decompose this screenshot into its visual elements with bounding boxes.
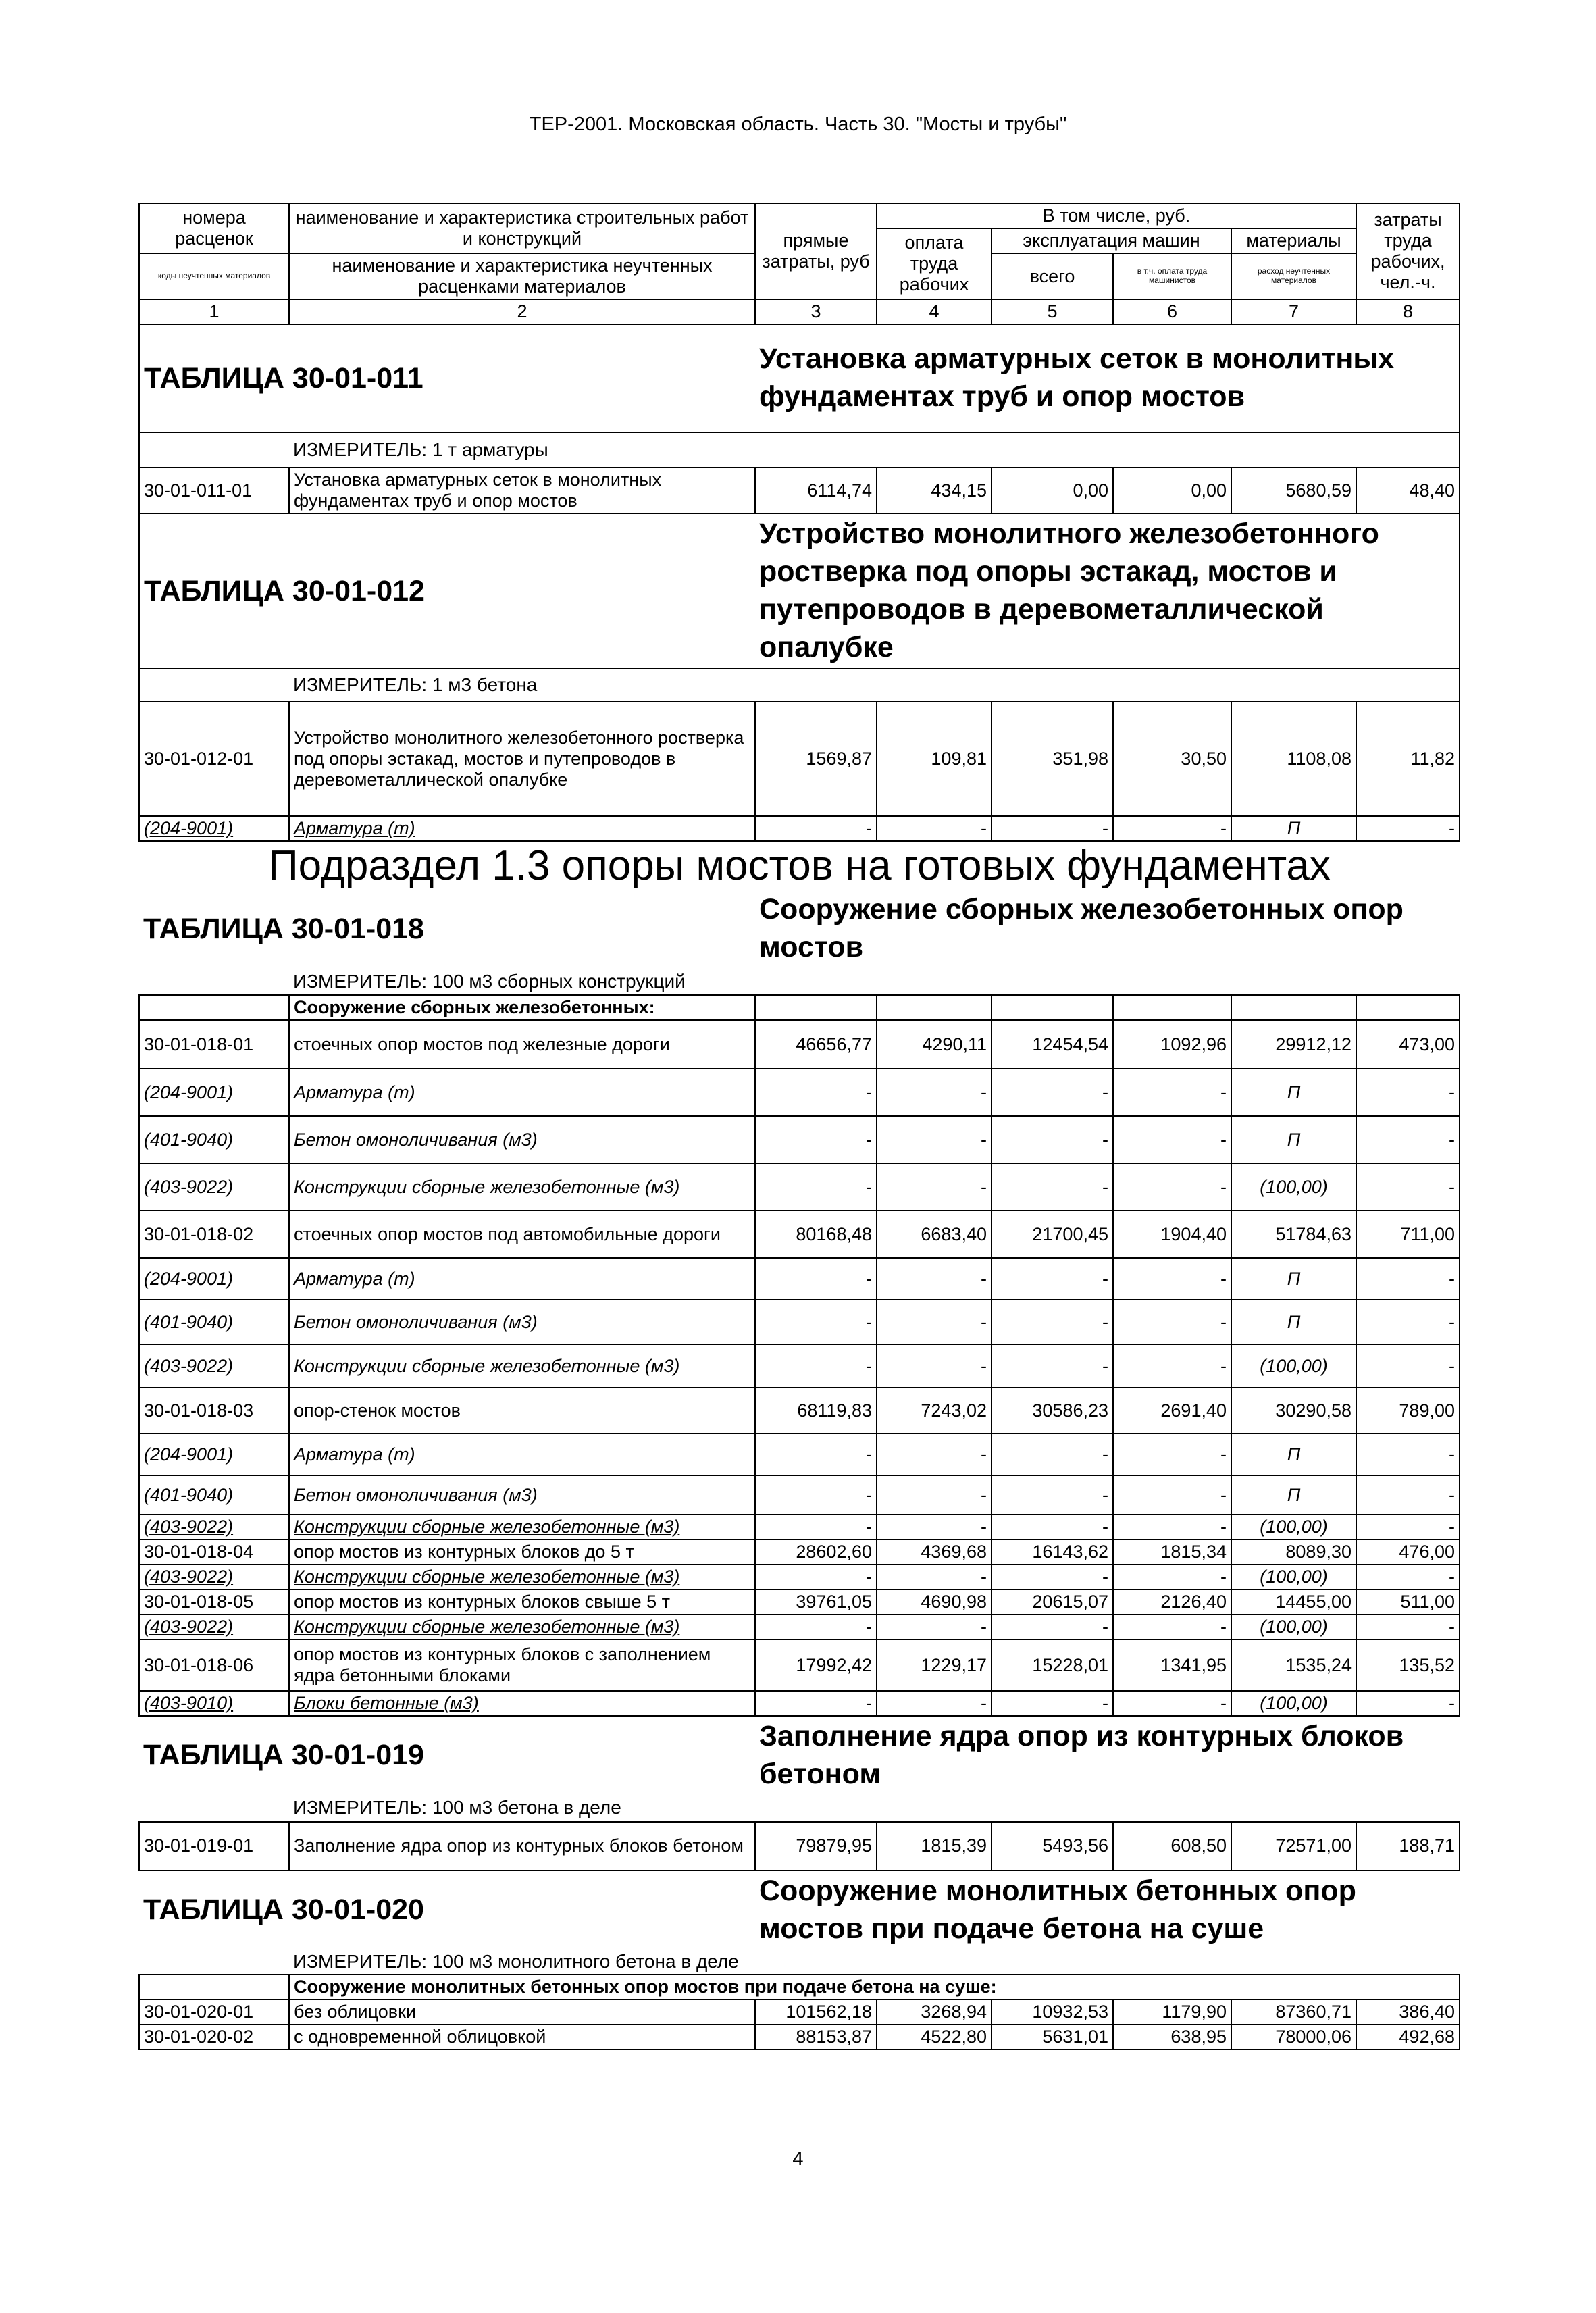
table-cell: - [1113,1433,1231,1475]
table-cell: 789,00 [1356,1388,1460,1433]
table-019-title [139,1716,1460,1795]
table-cell: П [1231,816,1356,841]
table-cell: ТАБЛИЦА 30-01-020 [143,1893,424,1927]
table-cell: 109,81 [877,701,992,816]
table-cell [289,968,1460,995]
table-cell: П [1231,1433,1356,1475]
table-cell: - [1113,1258,1231,1300]
material-row [139,1565,1460,1590]
table-row [139,467,1460,513]
table-cell: Конструкции сборные железобетонные (м3) [289,1344,755,1388]
table-cell [289,1795,1460,1822]
table-cell: - [755,1069,877,1116]
table-cell: Бетон омоноличивания (м3) [289,1116,755,1163]
table-cell: 3 [755,299,877,324]
table-cell: (204-9001) [139,816,289,841]
rates-table [138,203,1460,2050]
table-cell: 1815,39 [877,1822,992,1871]
table-cell: 5 [992,299,1113,324]
table-cell: 511,00 [1356,1590,1460,1615]
col2-header: наименование и характеристика строительных работ и конструкций [289,203,755,253]
table-cell: 48,40 [1356,467,1460,513]
table-cell: 4290,11 [877,1020,992,1069]
table-cell: ИЗМЕРИТЕЛЬ: 1 т арматуры [293,439,548,461]
table-cell: Установка арматурных сеток в монолитных фундаментах труб и опор мостов [289,467,755,513]
table-cell: 8 [1356,299,1460,324]
table-cell: - [1356,1565,1460,1590]
table-cell: Установка арматурных сеток в монолитных фундаментах труб и опор мостов [755,324,1460,432]
table-cell: - [877,1565,992,1590]
table-cell: - [1356,1069,1460,1116]
table-cell: Бетон омоноличивания (м3) [289,1475,755,1515]
table-cell: - [1113,1515,1231,1540]
table-cell: (100,00) [1231,1344,1356,1388]
table-cell: 1569,87 [755,701,877,816]
table-cell: ИЗМЕРИТЕЛЬ: 100 м3 бетона в деле [293,1797,621,1819]
table-cell: 28602,60 [755,1540,877,1565]
table-cell: П [1231,1300,1356,1344]
col5-header: всего [992,253,1113,299]
table-cell: - [877,1515,992,1540]
table-cell: - [992,1475,1113,1515]
table-cell: 30-01-019-01 [139,1822,289,1871]
table-cell: 6683,40 [877,1211,992,1258]
table-cell: - [992,1300,1113,1344]
table-cell: 11,82 [1356,701,1460,816]
table-cell [139,432,289,467]
table-cell: 30-01-011-01 [139,467,289,513]
table-cell: Сооружение монолитных бетонных опор мостов при подаче бетона на суше: [289,1975,1460,2000]
table-cell: 7 [1231,299,1356,324]
table-cell: - [992,1069,1113,1116]
table-cell: 15228,01 [992,1640,1113,1691]
table-cell: Бетон омоноличивания (м3) [289,1300,755,1344]
table-cell: 1092,96 [1113,1020,1231,1069]
table-row [139,2025,1460,2050]
table-cell: 30-01-020-01 [139,2000,289,2025]
table-cell: 386,40 [1356,2000,1460,2025]
table-cell: - [992,1258,1113,1300]
table-cell: опор-стенок мостов [289,1388,755,1433]
table-cell: Арматура (т) [289,1433,755,1475]
running-header: ТЕР-2001. Московская область. Часть 30. "Мосты и трубы" [529,113,1067,135]
table-cell: - [992,1565,1113,1590]
material-row [139,1691,1460,1716]
table-cell [755,995,877,1020]
table-cell: - [1356,1163,1460,1211]
table-cell: (100,00) [1231,1691,1356,1716]
table-cell [1113,995,1231,1020]
table-cell: с одновременной облицовкой [289,2025,755,2050]
table-cell: (204-9001) [139,1258,289,1300]
table-cell: - [1113,1300,1231,1344]
table-cell: (401-9040) [139,1300,289,1344]
table-cell: (204-9001) [139,1433,289,1475]
table-cell [1231,995,1356,1020]
table-cell: 6114,74 [755,467,877,513]
table-cell: Конструкции сборные железобетонные (м3) [289,1565,755,1590]
table-cell: - [992,1691,1113,1716]
table-cell: П [1231,1069,1356,1116]
table-cell: 17992,42 [755,1640,877,1691]
table-cell: Арматура (т) [289,1069,755,1116]
table-cell: - [1113,1116,1231,1163]
table-cell: - [877,1615,992,1640]
table-cell: - [755,1515,877,1540]
table-cell: (100,00) [1231,1515,1356,1540]
table-018-title [139,890,1460,968]
table-cell: - [755,816,877,841]
material-row [139,1515,1460,1540]
table-cell: (100,00) [1231,1163,1356,1211]
table-cell: 30-01-018-03 [139,1388,289,1433]
table-cell: - [1113,1344,1231,1388]
table-cell: Арматура (т) [289,1258,755,1300]
subsection-row [139,841,1460,890]
table-cell: 0,00 [992,467,1113,513]
table-cell [289,432,1460,467]
machines-header: эксплуатация машин [992,228,1231,253]
table-cell: - [1356,1344,1460,1388]
table-cell: (403-9022) [139,1163,289,1211]
table-cell: без облицовки [289,2000,755,2025]
table-cell: (403-9022) [139,1615,289,1640]
table-cell: - [877,1069,992,1116]
table-cell: Конструкции сборные железобетонные (м3) [289,1515,755,1540]
table-cell: Конструкции сборные железобетонные (м3) [289,1615,755,1640]
col7-header: расход неучтенных материалов [1231,253,1356,299]
table-row [139,1540,1460,1565]
table-cell: - [755,1163,877,1211]
table-cell: 4369,68 [877,1540,992,1565]
table-cell: опор мостов из контурных блоков с заполнением ядра бетонными блоками [289,1640,755,1691]
table-cell: Заполнение ядра опор из контурных блоков бетоном [289,1822,755,1871]
table-cell: - [877,1344,992,1388]
table-cell: 30-01-018-02 [139,1211,289,1258]
table-cell: - [755,1300,877,1344]
table-cell: - [1113,1475,1231,1515]
table-cell: 16143,62 [992,1540,1113,1565]
table-row [139,701,1460,816]
table-cell: - [755,1433,877,1475]
table-cell: 5631,01 [992,2025,1113,2050]
table-cell: 1229,17 [877,1640,992,1691]
table-cell: - [1356,1691,1460,1716]
table-cell: 1535,24 [1231,1640,1356,1691]
table-020-title [139,1871,1460,1950]
table-cell: - [992,1344,1113,1388]
table-011-title [139,324,1460,432]
table-cell: 638,95 [1113,2025,1231,2050]
table-cell: - [992,1116,1113,1163]
table-cell: опор мостов из контурных блоков свыше 5 т [289,1590,755,1615]
table-cell: 1341,95 [1113,1640,1231,1691]
table-cell [139,995,289,1020]
table-cell: 8089,30 [1231,1540,1356,1565]
table-cell: Заполнение ядра опор из контурных блоков бетоном [759,1720,1404,1790]
col2-subheader: наименование и характеристика неучтенных расценками материалов [289,253,755,299]
material-row [139,1300,1460,1344]
table-cell: Устройство монолитного железобетонного ростверка под опоры эстакад, мостов и путепроводов в деревометаллической опалубке [289,701,755,816]
table-cell: 351,98 [992,701,1113,816]
group-row [139,995,1460,1020]
table-row [139,1211,1460,1258]
table-cell: Арматура (т) [289,816,755,841]
table-018-meter [139,968,1460,995]
material-row [139,1163,1460,1211]
table-cell: 3268,94 [877,2000,992,2025]
table-cell: - [1356,1116,1460,1163]
table-cell: 1904,40 [1113,1211,1231,1258]
table-cell: 608,50 [1113,1822,1231,1871]
table-cell [139,1975,289,2000]
table-cell: 29912,12 [1231,1020,1356,1069]
table-cell: (100,00) [1231,1615,1356,1640]
table-cell [139,1795,289,1822]
table-cell: 492,68 [1356,2025,1460,2050]
table-cell: Сооружение сборных железобетонных: [289,995,755,1020]
material-row [139,1433,1460,1475]
table-cell: Блоки бетонные (м3) [289,1691,755,1716]
table-cell [139,968,289,995]
table-cell: (204-9001) [139,1069,289,1116]
group-row [139,1975,1460,2000]
table-cell [139,1950,289,1975]
table-cell: 30-01-018-04 [139,1540,289,1565]
table-cell: 79879,95 [755,1822,877,1871]
table-cell: ТАБЛИЦА 30-01-012 [139,513,755,669]
material-row [139,1475,1460,1515]
table-cell: 46656,77 [755,1020,877,1069]
material-row [139,816,1460,841]
table-cell: - [877,1691,992,1716]
table-cell: 2 [289,299,755,324]
table-cell: 80168,48 [755,1211,877,1258]
table-cell: 21700,45 [992,1211,1113,1258]
table-019-meter [139,1795,1460,1822]
table-cell: - [1113,1691,1231,1716]
table-cell: 88153,87 [755,2025,877,2050]
table-cell: 10932,53 [992,2000,1113,2025]
table-cell: ТАБЛИЦА 30-01-019 [143,1739,424,1772]
table-cell: опор мостов из контурных блоков до 5 т [289,1540,755,1565]
table-cell: - [1113,1163,1231,1211]
table-020-meter [139,1950,1460,1975]
table-cell: - [755,1475,877,1515]
table-cell: - [992,816,1113,841]
table-cell: - [755,1691,877,1716]
table-cell: 5493,56 [992,1822,1113,1871]
table-012-meter [139,669,1460,701]
table-012-title [139,513,1460,669]
table-cell: - [877,1116,992,1163]
table-cell: - [1113,1565,1231,1590]
material-row [139,1615,1460,1640]
table-cell: - [992,1163,1113,1211]
table-cell: (403-9010) [139,1691,289,1716]
table-cell: - [1356,1515,1460,1540]
table-cell: - [1356,1475,1460,1515]
table-cell: Устройство монолитного железобетонного ростверка под опоры эстакад, мостов и путепроводов в деревометаллической опалубке [755,513,1460,669]
table-cell: 12454,54 [992,1020,1113,1069]
table-cell: 188,71 [1356,1822,1460,1871]
table-cell: - [755,1258,877,1300]
table-cell: 4690,98 [877,1590,992,1615]
table-cell: (401-9040) [139,1116,289,1163]
col3-header: прямые затраты, руб [755,203,877,299]
table-row [139,1388,1460,1433]
table-cell: ИЗМЕРИТЕЛЬ: 100 м3 монолитного бетона в деле [293,1950,739,1972]
table-row [139,1590,1460,1615]
table-cell: - [1356,1433,1460,1475]
table-cell: (403-9022) [139,1344,289,1388]
column-numbers-row [139,299,1460,324]
material-row [139,1116,1460,1163]
table-cell: - [1113,816,1231,841]
table-cell: - [992,1433,1113,1475]
table-cell: 101562,18 [755,2000,877,2025]
table-cell: 30-01-020-02 [139,2025,289,2050]
table-cell: - [755,1565,877,1590]
table-cell: ИЗМЕРИТЕЛЬ: 1 м3 бетона [293,674,538,696]
table-cell: - [877,816,992,841]
table-cell: - [877,1433,992,1475]
table-cell: 1179,90 [1113,2000,1231,2025]
table-cell [289,669,1460,701]
table-cell: 135,52 [1356,1640,1460,1691]
table-cell: - [1356,1300,1460,1344]
table-cell: 30-01-018-05 [139,1590,289,1615]
table-cell: 1 [139,299,289,324]
table-cell: 20615,07 [992,1590,1113,1615]
col1-subheader: коды неучтенных материалов [139,253,289,299]
table-cell: 2691,40 [1113,1388,1231,1433]
table-cell: Конструкции сборные железобетонные (м3) [289,1163,755,1211]
table-cell: стоечных опор мостов под железные дороги [289,1020,755,1069]
materials-header: материалы [1231,228,1356,253]
col6-header: в т.ч. оплата труда машинистов [1113,253,1231,299]
material-row [139,1258,1460,1300]
table-cell: 1815,34 [1113,1540,1231,1565]
table-cell: ТАБЛИЦА 30-01-018 [143,912,424,945]
table-cell: 87360,71 [1231,2000,1356,2025]
table-cell: (403-9022) [139,1515,289,1540]
table-cell: 72571,00 [1231,1822,1356,1871]
table-cell [877,995,992,1020]
table-cell [289,1950,1460,1975]
table-cell: - [1356,816,1460,841]
table-cell: 5680,59 [1231,467,1356,513]
table-cell: 30,50 [1113,701,1231,816]
material-row [139,1344,1460,1388]
table-cell: стоечных опор мостов под автомобильные дороги [289,1211,755,1258]
table-cell: Сооружение сборных железобетонных опор мостов [759,893,1404,964]
table-011-meter [139,432,1460,467]
table-cell: - [877,1163,992,1211]
table-cell: (100,00) [1231,1565,1356,1590]
table-cell: - [1113,1069,1231,1116]
table-cell: 434,15 [877,467,992,513]
table-cell: П [1231,1116,1356,1163]
table-cell: 30-01-012-01 [139,701,289,816]
table-cell [1356,995,1460,1020]
table-cell: 1108,08 [1231,701,1356,816]
table-cell: П [1231,1475,1356,1515]
table-cell: 711,00 [1356,1211,1460,1258]
table-cell: 14455,00 [1231,1590,1356,1615]
table-cell: 51784,63 [1231,1211,1356,1258]
page-number: 4 [792,2148,804,2170]
table-cell: - [992,1515,1113,1540]
table-cell: 68119,83 [755,1388,877,1433]
table-cell: 30586,23 [992,1388,1113,1433]
col4-header: оплата труда рабочих [877,228,992,299]
col8-header: затраты труда рабочих, чел.-ч. [1356,203,1460,299]
table-cell: (401-9040) [139,1475,289,1515]
table-cell: - [992,1615,1113,1640]
table-cell [139,669,289,701]
table-row [139,1822,1460,1871]
table-row [139,2000,1460,2025]
subsection-title: Подраздел 1.3 опоры мостов на готовых фундаментах [268,842,1331,890]
table-row [139,1640,1460,1691]
table-cell: 7243,02 [877,1388,992,1433]
table-cell [992,995,1113,1020]
table-cell: 4522,80 [877,2025,992,2050]
table-cell: (403-9022) [139,1565,289,1590]
table-cell: 473,00 [1356,1020,1460,1069]
table-cell: 78000,06 [1231,2025,1356,2050]
table-cell: - [1356,1258,1460,1300]
table-cell: - [877,1300,992,1344]
table-cell: - [1356,1615,1460,1640]
table-cell: 476,00 [1356,1540,1460,1565]
group-header: В том числе, руб. [877,203,1356,228]
table-cell: - [755,1615,877,1640]
table-cell: 30290,58 [1231,1388,1356,1433]
table-cell: ИЗМЕРИТЕЛЬ: 100 м3 сборных конструкций [293,970,686,992]
table-cell: - [1113,1615,1231,1640]
table-cell: 30-01-018-01 [139,1020,289,1069]
col1-header: номера расценок [139,203,289,253]
table-cell: - [877,1258,992,1300]
table-cell: П [1231,1258,1356,1300]
table-cell: - [755,1116,877,1163]
table-cell: ТАБЛИЦА 30-01-011 [139,324,755,432]
table-cell: 30-01-018-06 [139,1640,289,1691]
table-cell: - [755,1344,877,1388]
material-row [139,1069,1460,1116]
table-cell: Сооружение монолитных бетонных опор мостов при подаче бетона на суше [759,1874,1356,1945]
table-cell: 0,00 [1113,467,1231,513]
table-row [139,1020,1460,1069]
table-cell: 4 [877,299,992,324]
table-cell: - [877,1475,992,1515]
table-cell: 39761,05 [755,1590,877,1615]
table-cell: 6 [1113,299,1231,324]
table-cell: 2126,40 [1113,1590,1231,1615]
header-row-1 [139,203,1460,228]
